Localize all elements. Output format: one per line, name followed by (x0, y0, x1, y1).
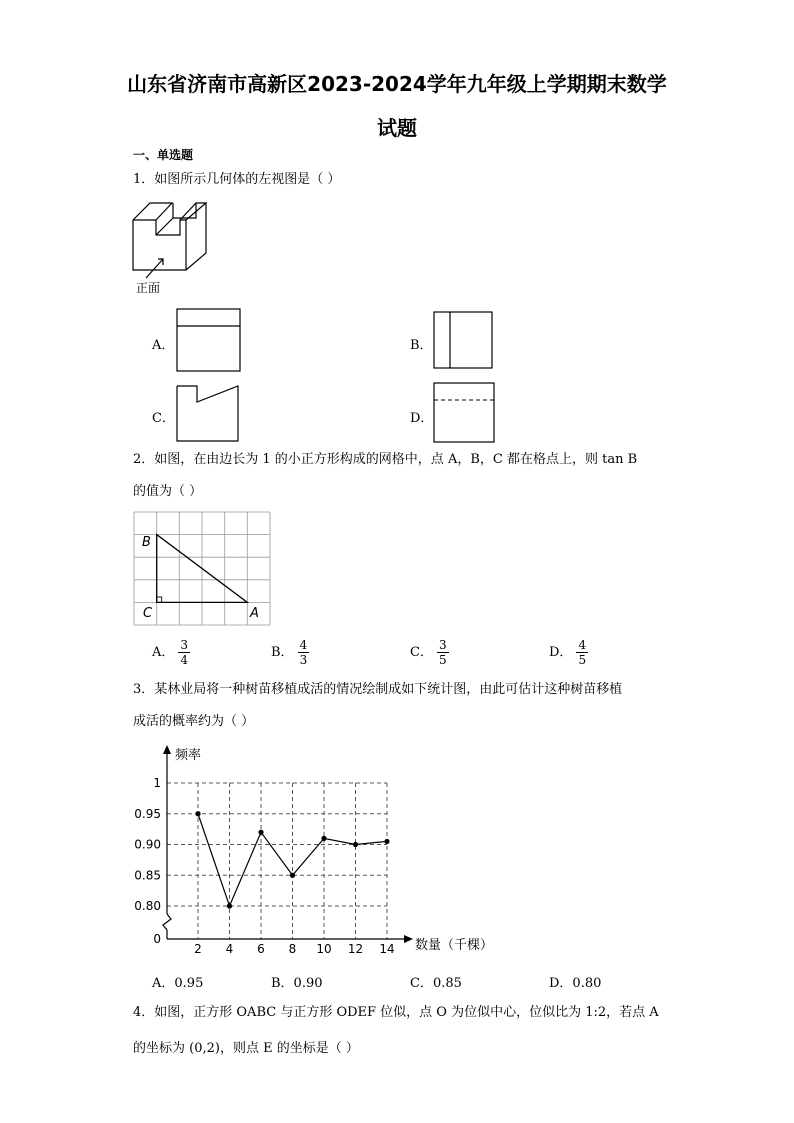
y-axis-title: 频率 (175, 748, 202, 763)
q1-option-d-figure[interactable] (433, 382, 496, 444)
x-axis-arrow (404, 935, 413, 943)
x-tick-label: 10 (316, 942, 332, 956)
q4-text-line2: 的坐标为 (0,2)，则点 E 的坐标是（ ） (133, 1041, 359, 1056)
q2-option-a[interactable]: A． $\frac{3}{4}$ (152, 638, 189, 667)
x-axis-title: 数量（千棵） (415, 938, 494, 953)
point-a-label: A (250, 606, 259, 621)
data-point (195, 811, 200, 816)
q1-option-d-label[interactable]: D． (410, 411, 434, 426)
front-label: 正面 (136, 281, 161, 295)
q3-option-c[interactable]: C．0.85 (410, 976, 462, 991)
paper-title-line2: 试题 (377, 116, 417, 140)
section-header: 一、单选题 (133, 148, 194, 162)
q1-option-b-label[interactable]: B． (410, 338, 433, 353)
data-point (290, 873, 295, 878)
fraction: $\frac{4}{3}$ (299, 638, 308, 667)
q1-option-c-figure[interactable] (175, 384, 241, 444)
point-b-label: B (142, 535, 151, 550)
x-tick-label: 4 (225, 942, 234, 956)
q2-option-d[interactable]: D． $\frac{4}{5}$ (549, 638, 587, 667)
q1-solid-figure (128, 195, 218, 300)
y-tick-label: 0.85 (134, 868, 161, 883)
q3-option-b[interactable]: B．0.90 (271, 976, 323, 991)
paper-title-line1: 山东省济南市高新区2023-2024学年九年级上学期期末数学 (127, 72, 667, 96)
y-tick-label: 0.90 (134, 837, 161, 852)
q3-frequency-chart (134, 742, 500, 960)
y-tick-label: 0 (153, 932, 161, 946)
fraction: $\frac{4}{5}$ (578, 638, 587, 667)
x-tick-label: 2 (194, 942, 202, 956)
y-tick-label: 1 (153, 776, 161, 790)
fraction: $\frac{3}{5}$ (438, 638, 447, 667)
q2-option-b[interactable]: B． $\frac{4}{3}$ (271, 638, 308, 667)
data-point (321, 836, 326, 841)
point-c-label: C (143, 606, 153, 621)
axis-break-mark (163, 914, 171, 930)
q3-option-a[interactable]: A．0.95 (152, 976, 204, 991)
q4-text-line1: 4．如图，正方形 OABC 与正方形 ODEF 位似，点 O 为位似中心，位似比为 1:2，若点 A (133, 1005, 659, 1020)
q2-text-line1: 2．如图，在由边长为 1 的小正方形构成的网格中，点 A，B，C 都在格点上，则 tan B (133, 452, 638, 467)
data-point (227, 903, 232, 908)
q3-text-line1: 3．某林业局将一种树苗移植成活的情况绘制成如下统计图，由此可估计这种树苗移植 (133, 682, 623, 697)
x-tick-label: 12 (347, 942, 364, 956)
y-axis-arrow (163, 745, 171, 754)
q2-option-c[interactable]: C． $\frac{3}{5}$ (410, 638, 447, 667)
data-point (384, 839, 389, 844)
q2-grid-figure (132, 510, 274, 628)
data-point (258, 830, 263, 835)
q3-text-line2: 成活的概率约为（ ） (133, 714, 255, 729)
q1-option-b-figure[interactable] (433, 311, 494, 369)
y-tick-label: 0.80 (134, 899, 161, 913)
q1-option-a-label[interactable]: A． (152, 338, 175, 353)
x-tick-label: 14 (379, 942, 395, 956)
data-point (353, 842, 358, 847)
q1-option-c-label[interactable]: C． (152, 411, 175, 426)
q1-text: 1．如图所示几何体的左视图是（ ） (133, 172, 341, 187)
x-tick-label: 6 (257, 942, 265, 956)
fraction: $\frac{3}{4}$ (180, 638, 189, 667)
q2-text-line2: 的值为（ ） (133, 484, 203, 499)
y-tick-label: 0.95 (134, 806, 161, 821)
q1-option-a-figure[interactable] (176, 308, 242, 372)
q3-option-d[interactable]: D．0.80 (549, 976, 602, 991)
x-tick-label: 8 (288, 942, 297, 956)
